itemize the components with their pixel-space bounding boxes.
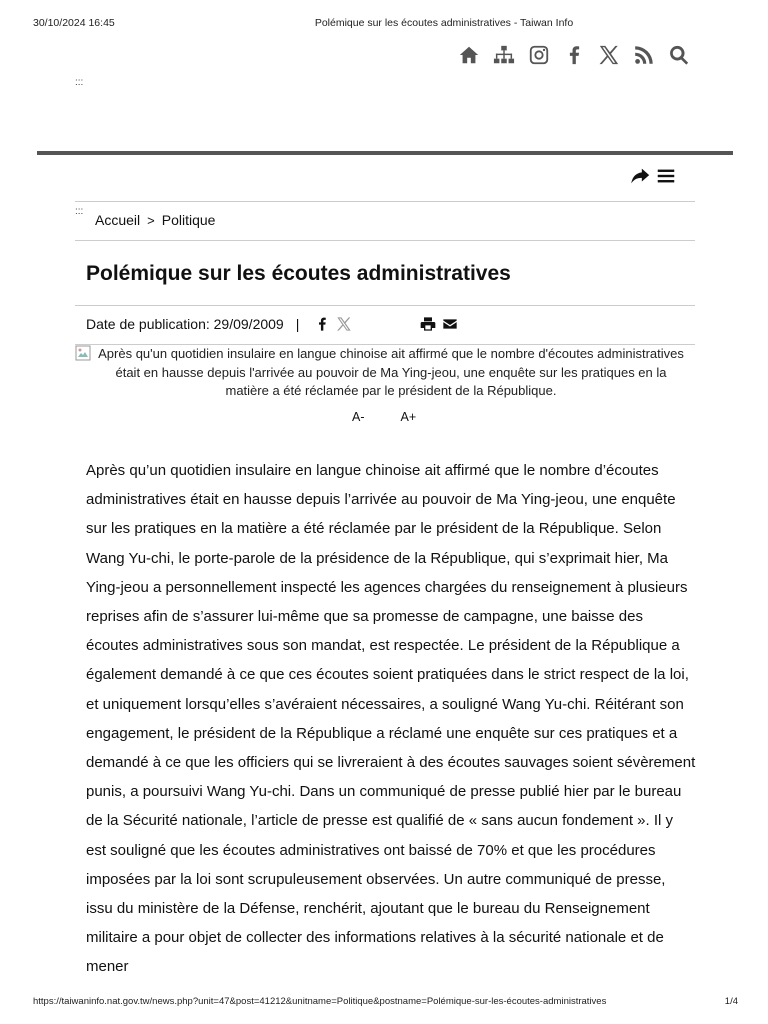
article-tools <box>629 165 677 192</box>
image-caption <box>75 345 695 401</box>
print-icon[interactable] <box>419 315 437 333</box>
share-icon[interactable] <box>629 165 651 192</box>
rss-icon[interactable] <box>632 43 656 67</box>
top-toolbar <box>457 43 691 67</box>
header-divider <box>37 151 733 155</box>
breadcrumb-separator: > <box>147 212 155 228</box>
font-increase-button[interactable]: A+ <box>400 410 417 424</box>
home-icon[interactable] <box>457 43 481 67</box>
breadcrumb-home-link[interactable]: Accueil <box>95 212 141 228</box>
print-url: https://taiwaninfo.nat.gov.tw/news.php?unit=47&post=41212&unitname=Politique&postname=Polémique-sur-les-écoutes-administratives <box>33 996 607 1007</box>
broken-image-icon <box>75 345 91 361</box>
divider <box>75 305 695 306</box>
font-size-controls <box>352 410 416 424</box>
x-share-icon[interactable] <box>335 315 353 333</box>
print-page-number: 1/4 <box>724 996 738 1007</box>
print-header <box>0 17 768 31</box>
publication-date: Date de publication: 29/09/2009 <box>86 316 284 332</box>
facebook-icon[interactable] <box>562 43 586 67</box>
font-decrease-button[interactable]: A- <box>352 410 365 424</box>
caption-text: Après qu'un quotidien insulaire en langue chinoise ait affirmé que le nombre d'écoutes administratives était en hausse depuis l'arrivée au pouvoir de Ma Ying-jeou, une enquête sur les pratiques en la matière a été réclamée par le président de la République. <box>98 346 684 398</box>
facebook-share-icon[interactable] <box>313 315 331 333</box>
x-icon[interactable] <box>597 43 621 67</box>
divider <box>75 240 695 241</box>
print-page-title: Polémique sur les écoutes administratives - Taiwan Info <box>314 17 574 29</box>
sitemap-icon[interactable] <box>492 43 516 67</box>
nav-anchor-dots[interactable]: ::: <box>75 77 84 88</box>
breadcrumb-section-link[interactable]: Politique <box>161 212 216 228</box>
publication-info <box>86 315 463 333</box>
breadcrumb <box>95 212 215 228</box>
instagram-icon[interactable] <box>527 43 551 67</box>
email-icon[interactable] <box>441 315 459 333</box>
divider <box>75 201 695 202</box>
separator: | <box>295 316 300 332</box>
menu-icon[interactable] <box>655 165 677 192</box>
article-title: Polémique sur les écoutes administratives <box>86 262 511 285</box>
search-icon[interactable] <box>667 43 691 67</box>
print-datetime: 30/10/2024 16:45 <box>33 17 115 29</box>
article-body: Après qu’un quotidien insulaire en langue chinoise ait affirmé que le nombre d’écoutes administratives était en hausse depuis l’arrivée au pouvoir de Ma Ying-jeou, une enquête sur les pratiques en la matière a été réclamée par le président de la République. Selon Wang Yu-chi, le porte-parole de la présidence de la République, qui s’exprimait hier, Ma Ying-jeou a personnellement inspecté les agences chargées du renseignement à plusieurs reprises afin de s’assurer lui-même que sa promesse de campagne, une baisse des écoutes administratives sous son mandat, est respectée. Le président de la République a également demandé à ce que ces écoutes soient pratiquées dans le strict respect de la loi, et uniquement lorsqu’elles s’avéraient nécessaires, a souligné Wang Yu-chi. Réitérant son engagement, le président de la République a réclamé une enquête sur ces pratiques et a demandé à ce que les officiers qui se livreraient à des écoutes sauvages soient sévèrement punis, a poursuivi Wang Yu-chi. Dans un communiqué de presse publié hier par le bureau de la Sécurité nationale, l’article de presse est qualifié de « sans aucun fondement ». Il y est souligné que les écoutes administratives ont baissé de 70% et que les procédures imposées par la loi sont scrupuleusement observées. Un autre communiqué de presse, issu du ministère de la Défense, renchérit, ajoutant que le bureau du Renseignement militaire a pour objet de collecter des informations relatives à la sécurité nationale et de mener <box>86 462 696 976</box>
content-anchor-dots[interactable]: ::: <box>75 206 84 217</box>
